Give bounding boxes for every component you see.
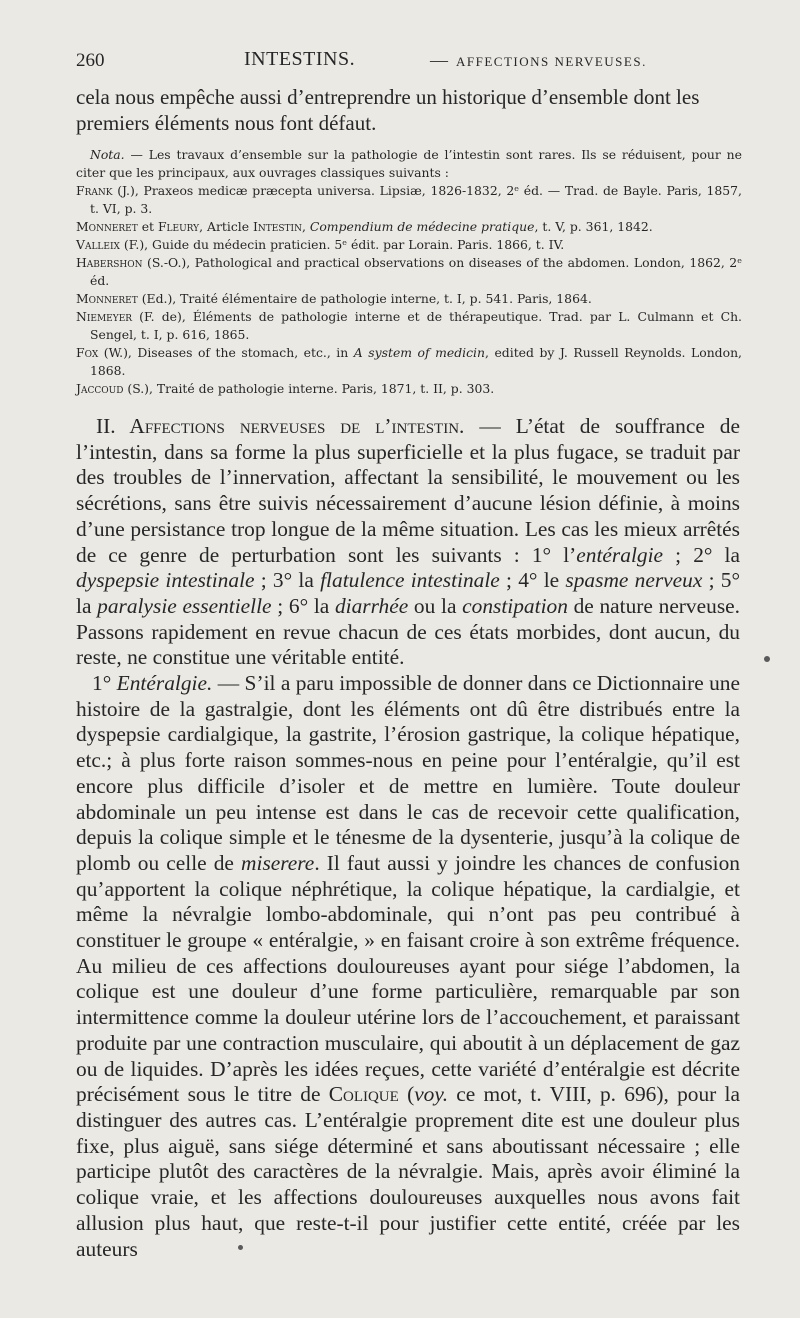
main-text: [76, 414, 740, 1262]
reference-item: Frank (J.), Praxeos medicæ præcepta universa. Lipsiæ, 1826-1832, 2ᵉ éd. — Trad. de Bayle. Paris, 1857, t. VI, p. 3.: [76, 183, 742, 216]
nota-label: Nota.: [90, 147, 125, 162]
section-title: AFFECTIONS NERVEUSES.: [456, 54, 647, 69]
reference-item: Jaccoud (S.), Traité de pathologie interne. Paris, 1871, t. II, p. 303.: [76, 381, 495, 396]
subsection-heading: Entéralgie.: [116, 671, 213, 696]
section-nerve-affections: II. Affections nerveuses de l’intestin. — L’état de souffrance de l’intestin, dans sa forme la plus superficielle et la plus fugace, se traduit par des troubles de l’innervation, affectant la sensibilité, le mouvement ou les sécrétions, sans être suivis nécessairement d’aucune lésion définie, à moins d’une persistance trop longue de la même situation. Les cas les mieux arrêtés de ce genre de perturbation sont les suivants : 1° l’entéralgie ; 2° la dyspepsie intestinale ; 3° la flatulence intestinale ; 4° le spasme nerveux ; 5° la paralysie essentielle ; 6° la diarrhée ou la constipation de nature nerveuse. Passons rapidement en revue chacun de ces états morbides, dont aucun, du reste, ne constitue une véritable entité.: [76, 414, 741, 670]
nota-text: — Les travaux d’ensemble sur la pathologie de l’intestin sont rares. Ils se réduisent, pour ne citer que les principaux, aux ouvrages classiques suivants :: [76, 147, 742, 180]
bibliography-note: [76, 146, 742, 398]
page-number: 260: [76, 50, 105, 71]
running-title: INTESTINS.: [244, 48, 356, 70]
section-heading: II. Affections nerveuses de l’intestin.: [96, 414, 465, 438]
nota-intro: [76, 146, 742, 182]
ink-speck: [238, 1245, 243, 1250]
lead-paragraph: cela nous empêche aussi d’entreprendre un historique d’ensemble dont les premiers éléments nous font défaut.: [76, 85, 700, 135]
reference-item: Fox (W.), Diseases of the stomach, etc., in A system of medicin, edited by J. Russell Reynolds. London, 1868.: [76, 345, 742, 378]
reference-item: Niemeyer (F. de), Éléments de pathologie interne et de thérapeutique. Trad. par L. Culmann et Ch. Sengel, t. I, p. 616, 1865.: [76, 309, 742, 342]
ink-speck: [764, 656, 770, 662]
reference-item: Monneret et Fleury, Article Intestin, Compendium de médecine pratique, t. V, p. 361, 1842.: [76, 219, 653, 234]
running-header: [76, 46, 740, 78]
reference-item: Monneret (Ed.), Traité élémentaire de pathologie interne, t. I, p. 541. Paris, 1864.: [76, 291, 592, 306]
header-dash: —: [430, 50, 448, 70]
reference-item: Valleix (F.), Guide du médecin praticien. 5ᵉ édit. par Lorain. Paris. 1866, t. IV.: [76, 237, 565, 252]
section-enteralgie: 1° Entéralgie. — S’il a paru impossible de donner dans ce Dictionnaire une histoire de la gastralgie, dont les éléments ont dû être distribués entre la dyspepsie cardialgique, la gastrite, l’érosion gastrique, la colique hépatique, etc.; à plus forte raison sommes-nous en peine pour l’entéralgie, qu’il est encore plus difficile d’isoler et de mettre en lumière. Toute douleur abdominale un peu intense est dans le cas de recevoir cette qualification, depuis la colique simple et le ténesme de la dysenterie, jusqu’à la colique de plomb ou celle de miserere. Il faut aussi y joindre les chances de confusion qu’apportent la colique néphrétique, la colique hépatique, la cardialgie, et même la névralgie lombo-abdominale, qui n’ont pas peu contribué à constituer le groupe « entéralgie, » en faisant croire à son extrême fréquence. Au milieu de ces affections douloureuses ayant pour siége l’abdomen, la colique est une douleur d’une forme particulière, remarquable par son intermittence comme la douleur utérine lors de l’accouchement, et paraissant produite par une contraction musculaire, qui aboutit à un déplacement de gaz ou de liquides. D’après les idées reçues, cette variété d’entéralgie est décrite précisément sous le titre de Colique (voy. ce mot, t. VIII, p. 696), pour la distinguer des autres cas. L’entéralgie proprement dite est une douleur plus fixe, plus aiguë, sans siége déterminé et sans aboutissant nécessaire ; elle participe plutôt des caractères de la névralgie. Mais, après avoir éliminé la colique vraie, et les affections douloureuses auxquelles nous avons fait allusion plus haut, que reste-t-il pour justifier cette entité, créée par les auteurs: [76, 671, 740, 1261]
reference-item: Habershon (S.-O.), Pathological and practical observations on diseases of the abdomen. London, 1862, 2ᵉ éd.: [76, 255, 742, 288]
